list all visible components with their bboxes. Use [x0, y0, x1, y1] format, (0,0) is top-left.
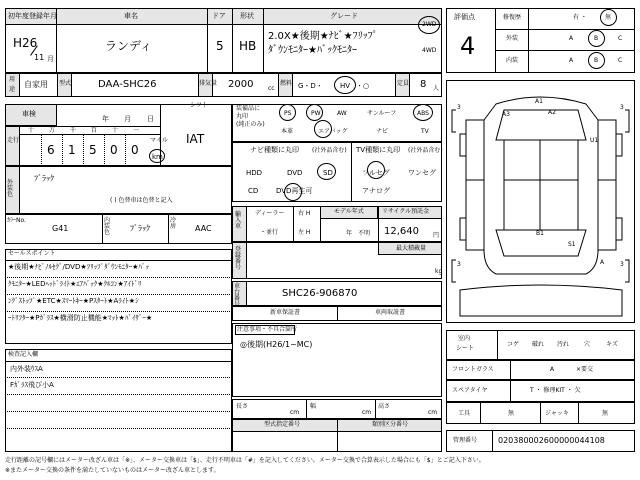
dimensions-row — [232, 399, 442, 419]
mileage-digit-value: 0 — [131, 143, 139, 157]
inspector-label: 検査記入欄 — [8, 351, 39, 358]
mileage-digit-value: 0 — [110, 143, 118, 157]
equipment-title-2: 丸印 — [236, 113, 249, 120]
displacement-label: 排気量 — [199, 80, 218, 87]
interior-grade-label: 内装 — [506, 57, 519, 64]
capacity-value: 8 — [420, 79, 427, 90]
mileage-km-circle — [149, 149, 165, 163]
max-load-kg: kg — [435, 268, 443, 275]
equip-abs: ABS — [417, 110, 429, 117]
tools-label: 工具 — [458, 410, 471, 417]
mileage-km: km — [152, 153, 163, 161]
width-unit: cm — [362, 409, 372, 416]
sales-point-label: セールスポイント — [8, 250, 56, 257]
mark-2wd: 2WD — [422, 21, 437, 28]
use-label-2: 途 — [9, 86, 16, 93]
car-name-label: 車名 — [124, 12, 138, 20]
fuel-hv: HV — [340, 82, 351, 90]
equip-ps: PS — [284, 110, 292, 117]
exterior-grade-c: C — [618, 35, 623, 42]
nav-title: ナビ種類に丸印 — [250, 146, 299, 154]
interior-grade-b: B — [594, 57, 599, 64]
model-value: DAA-SHC26 — [98, 79, 157, 90]
equip-pw: PW — [311, 110, 321, 117]
exterior-color-label: 外装色 — [7, 179, 14, 198]
category-label: 類別区分番号 — [372, 421, 409, 428]
jack-label: ジャッキ — [545, 410, 569, 417]
nav-hdd: HDD — [246, 169, 263, 177]
model-year-label: モデル年式 — [334, 208, 364, 215]
mileage-digit-unit: 万 — [49, 127, 56, 134]
seat-koge: コゲ — [507, 341, 520, 348]
width-label: 幅 — [310, 403, 317, 410]
mgmt-label: 管理番号 — [453, 437, 478, 444]
nav-cd: CD — [248, 187, 259, 195]
mark-4wd: 4WD — [422, 47, 437, 54]
import-label: 輸入車 — [235, 211, 242, 230]
ac-value: AAC — [195, 224, 212, 233]
mileage-digit-unit: 十 — [28, 127, 35, 134]
equip-airbag: エアバッグ — [318, 128, 348, 135]
equip-aw: AW — [337, 110, 347, 117]
seat-yogore: 汚れ — [557, 341, 570, 348]
recycle-value: 12,640 — [384, 226, 419, 237]
ac-label: 冷房 — [170, 217, 177, 230]
height-unit: cm — [428, 409, 438, 416]
grade-label: グレード — [330, 12, 358, 20]
bracket-bottom-right: 3 — [620, 261, 624, 268]
mileage-label: 走行 — [7, 137, 20, 144]
sales-point-line-2: ｸﾓﾆﾀｰ★LEDﾍｯﾄﾞﾗｲﾄ★ｴｱﾊﾞｯｸ★ｸﾙｺﾝ★ｱｲﾄﾞﾘ — [8, 280, 142, 288]
equipment-title-1: 装備品に — [236, 105, 261, 112]
footer-line-1: 走行距離の記号欄にはメーター改ざん車は「※」、メーター交換車は「$」、走行不明車は「#」を記入してください。メーター交換で合算表示した場合にも「$」とご記入下さい。 — [5, 457, 485, 464]
height-label: 高さ — [378, 403, 391, 410]
inspector-note-2: Fｶﾞﾗｽ飛び小A — [10, 381, 54, 389]
score-value: 4 — [460, 32, 476, 60]
mark-2wd-circle — [418, 16, 440, 34]
sales-point-line-4: ｰﾄﾘﾌﾀｰ★Pｶﾞﾗｽ★横滑防止機能★ﾏｯﾄ★ﾊﾞｲｻﾞｰ★ — [8, 314, 153, 322]
type-designation-label: 型式指定番号 — [264, 421, 301, 428]
recycle-yen: 円 — [433, 232, 440, 239]
mileage-label-cell — [5, 126, 20, 166]
diagram-u1: U1 — [590, 137, 599, 144]
capacity-label: 定員 — [397, 80, 410, 87]
reg-number-label: 登録番号 — [235, 246, 242, 271]
inspection-year-unit: 年 — [102, 115, 109, 123]
use-value: 自家用 — [24, 80, 48, 89]
seat-ana: 穴 — [584, 341, 591, 348]
seat-label-2: シート — [456, 345, 475, 352]
diagram-a1: A1 — [535, 98, 543, 105]
shift-label: シフト — [190, 102, 209, 109]
mileage-digit-unit: 一 — [133, 127, 140, 134]
doors-value: 5 — [216, 39, 224, 53]
interior-label: 内装色 — [104, 217, 111, 236]
import-parallel: ・並行 — [260, 229, 279, 236]
new-warranty-label: 新車保証書 — [270, 309, 301, 316]
fuel-rest: ・○ — [356, 82, 370, 90]
inspection-month-unit: 月 — [124, 115, 131, 123]
diagram-a3: A3 — [502, 111, 510, 118]
score-label: 評価点 — [454, 13, 475, 21]
grade-value-1: 2.0X★後期★ﾅﾋﾞ★ﾌﾘｯﾌﾟ — [268, 31, 378, 42]
tools-value: 無 — [508, 410, 515, 417]
mileage-digit-unit: 十 — [112, 127, 119, 134]
mileage-digit-value: 5 — [89, 143, 97, 157]
equipment-title-3: (純正のみ) — [236, 121, 265, 128]
model-year-value: 年 不明 — [346, 230, 371, 237]
doors-label: ドア — [212, 12, 226, 20]
reg-year-value: H26 — [13, 36, 38, 50]
tv-title: TV種類に丸印 — [356, 146, 401, 154]
displacement-value: 2000 — [228, 79, 254, 90]
bracket-top-right: 3 — [620, 104, 624, 111]
diagram-b1: B1 — [536, 230, 544, 237]
recycle-label: リサイクル預託金 — [382, 208, 430, 215]
length-label: 長さ — [236, 403, 249, 410]
fuel-label: 燃料 — [280, 80, 293, 87]
reg-year-label: 初年度登録年月 — [8, 12, 57, 20]
import-dealer: ディーラー — [255, 210, 285, 217]
equip-sunroof: サンルーフ — [367, 110, 397, 117]
color-code-value: G41 — [52, 224, 69, 233]
inspector-note-1: 内外装ｳｽA — [10, 365, 43, 373]
manual-label: 車両取説書 — [375, 309, 406, 316]
sales-point-line-3: ﾝｸﾞｽﾄｯﾌﾟ★ETC★ｽﾏｰﾄｷｰ★Pｽﾀｰﾄ★Aﾗｲﾄ★ｼ — [8, 297, 139, 305]
capacity-unit: 人 — [433, 85, 440, 92]
spare-value: T ・ 修理KIT ・ 欠 — [530, 387, 581, 394]
diagram-a: A — [600, 259, 605, 266]
nav-sd: SD — [323, 169, 333, 177]
front-glass-suffix: ×要交 — [576, 366, 594, 373]
inspection-label: 車検 — [22, 110, 36, 118]
tv-note: (社外品含む) — [408, 147, 443, 154]
nav-note: (社外品含む) — [312, 147, 347, 154]
exterior-grade-a: A — [569, 35, 574, 42]
front-glass-label: フロントガラス — [452, 366, 494, 373]
use-label-1: 用 — [9, 76, 16, 83]
equip-leather: 本革 — [281, 128, 294, 135]
fuel-hv-circle — [334, 76, 356, 94]
reg-month-value: 11 — [34, 53, 45, 62]
notes-label: 注意事項・不具合箇所 — [237, 326, 298, 333]
shape-label: 形状 — [240, 12, 254, 20]
model-label: 型式 — [59, 80, 72, 87]
length-unit: cm — [290, 409, 300, 416]
repair-label: 修復歴 — [503, 14, 522, 21]
exterior-color-value: ﾌﾞﾗｯｸ — [34, 174, 54, 183]
color-note: ( ) 色替車は色替と記入 — [110, 197, 173, 204]
shift-value: IAT — [186, 132, 205, 146]
grade-value-2: ﾀﾞｳﾝﾓﾆﾀｰ★ﾊﾞｯｸﾓﾆﾀｰ — [268, 45, 357, 56]
tv-analog: アナログ — [362, 187, 390, 195]
max-load-label: 最大積載量 — [396, 245, 427, 252]
color-code-label: ｶﾗｰNo. — [7, 217, 26, 224]
nav-dvd-play: DVD再生可 — [276, 187, 313, 195]
equip-navi: ナビ — [376, 128, 389, 135]
chassis-label: 車台番号 — [234, 283, 241, 308]
fuel-options: G・D・ — [298, 82, 323, 90]
bracket-bottom-left: 3 — [457, 261, 461, 268]
tv-oneseg: ワンセグ — [408, 169, 436, 177]
jack-value: 無 — [602, 410, 609, 417]
sales-point-line-1: ★後期★ﾅﾋﾞﾉﾙｾｸﾞ/DVD★ﾌﾘｯﾌﾟﾀﾞｳﾝﾓﾆﾀｰ★ﾊﾞｯ — [8, 263, 149, 271]
repair-options: 有 ・ — [573, 14, 587, 21]
seat-kizu: キズ — [606, 341, 618, 348]
interior-value: ﾌﾞﾗｯｸ — [130, 224, 150, 233]
mileage-digit-value: 1 — [68, 143, 76, 157]
reg-month-unit: 月 — [47, 55, 54, 63]
inspection-day-unit: 日 — [147, 115, 154, 123]
equip-tv: TV — [421, 128, 429, 135]
import-left: 左 H — [298, 229, 311, 236]
spare-label: スペアタイヤ — [452, 387, 488, 394]
footer-line-2: ※またメーター交換の条件を満たしていないものはメーター改ざん車とします。 — [5, 467, 220, 474]
exterior-grade-b: B — [594, 35, 599, 42]
repair-none: 無 — [605, 14, 612, 21]
mileage-digit-unit: 百 — [91, 127, 98, 134]
seat-label-1: 室内 — [458, 335, 471, 342]
chassis-value: SHC26-906870 — [282, 288, 358, 299]
front-glass-value: A — [550, 366, 555, 373]
cc-unit: cc — [268, 85, 275, 92]
bracket-top-left: 3 — [457, 104, 461, 111]
interior-grade-a: A — [569, 57, 574, 64]
mgmt-value: 020380002600000044108 — [498, 436, 605, 445]
exterior-grade-label: 外装 — [506, 35, 519, 42]
mileage-mile: マイル — [150, 137, 168, 144]
car-outline-diagram — [446, 80, 635, 323]
interior-grade-c: C — [618, 57, 623, 64]
notes-value: ◎後期(H26/1~MC) — [240, 340, 313, 349]
shape-value: HB — [239, 39, 257, 53]
diagram-s1: S1 — [568, 241, 576, 248]
diagram-a2: A2 — [548, 109, 556, 116]
tv-fullseg: フルセグ — [362, 169, 390, 177]
seat-yabure: 破れ — [532, 341, 545, 348]
mileage-digit-value: 6 — [47, 143, 55, 157]
car-name-value: ランディ — [105, 39, 153, 53]
import-right: 右 H — [298, 210, 311, 217]
nav-dvd: DVD — [287, 169, 303, 177]
mileage-digit-unit: 千 — [70, 127, 77, 134]
